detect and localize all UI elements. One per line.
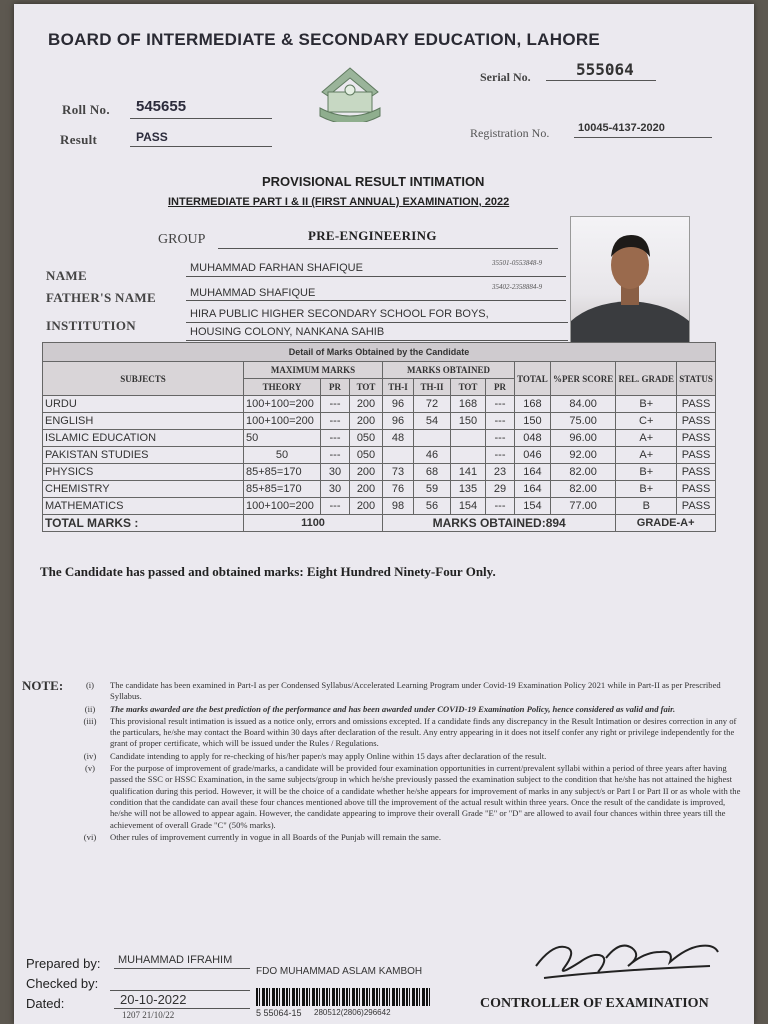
note-item [22,832,746,843]
document-title: PROVISIONAL RESULT INTIMATION [262,174,485,189]
pr-cell: 30 [321,464,350,481]
pr-obtained-cell: --- [486,498,515,515]
subject-cell: CHEMISTRY [43,481,244,498]
grade-cell: B+ [616,481,677,498]
pr-obtained-cell: --- [486,447,515,464]
total-marks-value: 1100 [244,515,383,532]
header-status: STATUS [677,362,716,396]
note-item [22,763,746,831]
note-text: Other rules of improvement currently in vogue in all Boards of the Punjab will remain the same. [110,831,442,842]
status-cell: PASS [677,447,716,464]
exam-title: INTERMEDIATE PART I & II (FIRST ANNUAL) EXAMINATION, 2022 [168,196,510,208]
note-text: The candidate has been examined in Part-I as per Condensed Syllabus/Accelerated Learning Program under Covid-19 Examination Policy 2021 while in Part-II as per Prescribed Syllabus. [110,680,721,702]
note-number: (v) [84,763,96,774]
barcode-number: 5 55064-15 [256,1008,302,1018]
table-row [43,481,716,498]
candidate-photo [570,216,690,346]
header-marks-obtained: MARKS OBTAINED [383,362,515,379]
notes-section [22,680,746,844]
note-number: (i) [85,680,95,690]
header-tot-obtained: TOT [451,379,486,396]
theory-cell: 100+100=200 [244,498,321,515]
status-cell: PASS [677,464,716,481]
header-tot: TOT [350,379,383,396]
pr-cell: 30 [321,481,350,498]
prepared-by-value: MUHAMMAD IFRAHIM [118,954,233,966]
tot-obtained-cell: 154 [451,498,486,515]
th2-cell: 56 [414,498,451,515]
total-cell: 046 [515,447,551,464]
th1-cell [383,447,414,464]
dated-value: 20-10-2022 [120,992,187,1007]
th2-cell: 46 [414,447,451,464]
table-row [43,430,716,447]
table-row [43,464,716,481]
tot-cell: 200 [350,498,383,515]
pr-obtained-cell: --- [486,413,515,430]
totals-row [43,515,716,532]
note-item [22,704,746,715]
pr-cell: --- [321,430,350,447]
tot-cell: 200 [350,413,383,430]
name-label: NAME [46,268,87,283]
pr-obtained-cell: --- [486,396,515,413]
header-maximum-marks: MAXIMUM MARKS [244,362,383,379]
barcode-code: 280512(2806)296642 [314,1008,391,1017]
tot-cell: 200 [350,396,383,413]
tot-obtained-cell: 141 [451,464,486,481]
theory-cell: 85+85=170 [244,464,321,481]
result-document [14,4,754,1024]
tot-cell: 200 [350,464,383,481]
grade-cell: A+ [616,447,677,464]
status-cell: PASS [677,430,716,447]
table-row [43,447,716,464]
note-text: For the purpose of improvement of grade/marks, a candidate will be provided four examination opportunities in current/prevalent syllabi within a period of three years after having passed the SSC or HSSC Examination, in the same subjects/group in which he/she previously passed the examination subject to the condition that he/she has not attained the highest qualification during this period. However, it will be the choice of a candidate whether he/she appears for improvement of marks in any subject/s or Part I or Part II or as whole with the condition that the candidate can avail these four chances mentioned above till the improvement of the actual result within three years. Once the result of the candidate is improved, he/she will not be allowed to appear again. However, the candidate appearing to improve their overall Grade "E" or "D" are allowed to avail four chances within three years till the achievement of overall Grade "C" (50% marks). [110,763,741,830]
subject-cell: ISLAMIC EDUCATION [43,430,244,447]
dated-label: Dated: [26,996,65,1011]
total-marks-label: TOTAL MARKS : [43,515,244,532]
result-label: Result [60,132,98,147]
name-value: MUHAMMAD FARHAN SHAFIQUE [190,262,363,274]
roll-label: Roll No. [62,102,110,117]
note-number: (iii) [83,715,97,726]
serial-label: Serial No. [480,70,531,84]
status-cell: PASS [677,413,716,430]
total-cell: 164 [515,464,551,481]
tot-cell: 050 [350,430,383,447]
per-score-cell: 77.00 [550,498,616,515]
board-title: BOARD OF INTERMEDIATE & SECONDARY EDUCATION, LAHORE [48,30,601,49]
tot-obtained-cell: 150 [451,413,486,430]
th1-cell: 98 [383,498,414,515]
note-number: (vi) [83,831,97,842]
header-total: TOTAL [515,362,551,396]
father-cnic: 35402-2358884-9 [492,283,543,291]
note-item [22,751,746,762]
header-theory: THEORY [244,379,321,396]
tot-obtained-cell: 135 [451,481,486,498]
status-cell: PASS [677,396,716,413]
th1-cell: 96 [383,413,414,430]
total-cell: 164 [515,481,551,498]
status-cell: PASS [677,498,716,515]
table-row [43,413,716,430]
marks-table [42,342,716,532]
checked-by-value: FDO MUHAMMAD ASLAM KAMBOH [256,966,423,977]
note-text: This provisional result intimation is issued as a notice only, errors and omissions excepted. If a candidate finds any discrepancy in the Result Intimation or desires correction in any of the particulars, he/she may contact the Board within 30 days after declaration of the result. Any entry appearing in it does not itself confer any right or privilege independently for the grant of proper certificate, which will be issued under the Rules / Regulations. [110,715,737,749]
note-number: (iv) [83,750,97,761]
header-subjects: SUBJECTS [43,362,244,396]
checked-by-label: Checked by: [26,976,99,991]
board-logo [312,62,388,122]
note-number: (ii) [84,703,96,714]
grade-cell: B+ [616,464,677,481]
controller-signature [524,922,724,992]
note-item [22,716,746,750]
grade-cell: C+ [616,413,677,430]
serial-value: 555064 [576,60,634,79]
tot-obtained-cell [451,430,486,447]
controller-of-examination: CONTROLLER OF EXAMINATION [480,996,709,1011]
th1-cell: 73 [383,464,414,481]
per-score-cell: 84.00 [550,396,616,413]
total-cell: 154 [515,498,551,515]
prepared-by-label: Prepared by: [26,956,101,971]
th2-cell [414,430,451,447]
date-stamp: 1207 21/10/22 [122,1010,175,1020]
registration-value: 10045-4137-2020 [578,122,665,134]
grade-cell: A+ [616,430,677,447]
note-text: The marks awarded are the best prediction of the performance and has been awarded under COVID-19 Examination Policy, hence considered as valid and fair. [110,703,676,714]
registration-label: Registration No. [470,126,550,140]
pr-cell: --- [321,413,350,430]
pr-obtained-cell: 29 [486,481,515,498]
group-value: PRE-ENGINEERING [308,228,437,243]
marks-obtained-total: MARKS OBTAINED:894 [383,515,616,532]
th1-cell: 96 [383,396,414,413]
status-cell: PASS [677,481,716,498]
barcode [256,988,430,1006]
notes-label: NOTE: [22,678,64,693]
th1-cell: 48 [383,430,414,447]
per-score-cell: 92.00 [550,447,616,464]
header-rel-grade: REL. GRADE [616,362,677,396]
subject-cell: PAKISTAN STUDIES [43,447,244,464]
grade-cell: B [616,498,677,515]
pr-cell: --- [321,498,350,515]
pr-cell: --- [321,447,350,464]
result-value: PASS [136,130,168,144]
header-th1: TH-I [383,379,414,396]
father-name-value: MUHAMMAD SHAFIQUE [190,287,316,299]
grade-cell: B+ [616,396,677,413]
tot-obtained-cell [451,447,486,464]
header-th2: TH-II [414,379,451,396]
name-cnic: 35501-0553848-9 [492,259,543,267]
overall-grade: GRADE-A+ [616,515,716,532]
header-pr-obtained: PR [486,379,515,396]
note-text: Candidate intending to apply for re-checking of his/her paper/s may apply Online within 15 days after declaration of the result. [110,750,547,761]
tot-cell: 200 [350,481,383,498]
th2-cell: 59 [414,481,451,498]
subject-cell: PHYSICS [43,464,244,481]
father-name-label: FATHER'S NAME [46,290,156,305]
th2-cell: 54 [414,413,451,430]
subject-cell: ENGLISH [43,413,244,430]
per-score-cell: 75.00 [550,413,616,430]
theory-cell: 50 [244,430,321,447]
header-pr: PR [321,379,350,396]
pr-obtained-cell: 23 [486,464,515,481]
theory-cell: 100+100=200 [244,413,321,430]
tot-cell: 050 [350,447,383,464]
passed-statement: The Candidate has passed and obtained marks: Eight Hundred Ninety-Four Only. [40,564,496,579]
table-caption: Detail of Marks Obtained by the Candidate [43,343,716,362]
th1-cell: 76 [383,481,414,498]
subject-cell: MATHEMATICS [43,498,244,515]
subject-cell: URDU [43,396,244,413]
total-cell: 168 [515,396,551,413]
group-label: GROUP [158,232,206,247]
theory-cell: 85+85=170 [244,481,321,498]
table-row [43,396,716,413]
institution-line-1: HIRA PUBLIC HIGHER SECONDARY SCHOOL FOR BOYS, [190,308,489,320]
theory-cell: 50 [244,447,321,464]
roll-value: 545655 [136,98,187,115]
note-item [22,680,746,703]
pr-cell: --- [321,396,350,413]
theory-cell: 100+100=200 [244,396,321,413]
per-score-cell: 82.00 [550,464,616,481]
th2-cell: 68 [414,464,451,481]
pr-obtained-cell: --- [486,430,515,447]
th2-cell: 72 [414,396,451,413]
total-cell: 150 [515,413,551,430]
per-score-cell: 82.00 [550,481,616,498]
header-per-score: %PER SCORE [550,362,616,396]
table-row [43,498,716,515]
institution-label: INSTITUTION [46,318,136,333]
institution-line-2: HOUSING COLONY, NANKANA SAHIB [190,326,385,338]
total-cell: 048 [515,430,551,447]
per-score-cell: 96.00 [550,430,616,447]
tot-obtained-cell: 168 [451,396,486,413]
